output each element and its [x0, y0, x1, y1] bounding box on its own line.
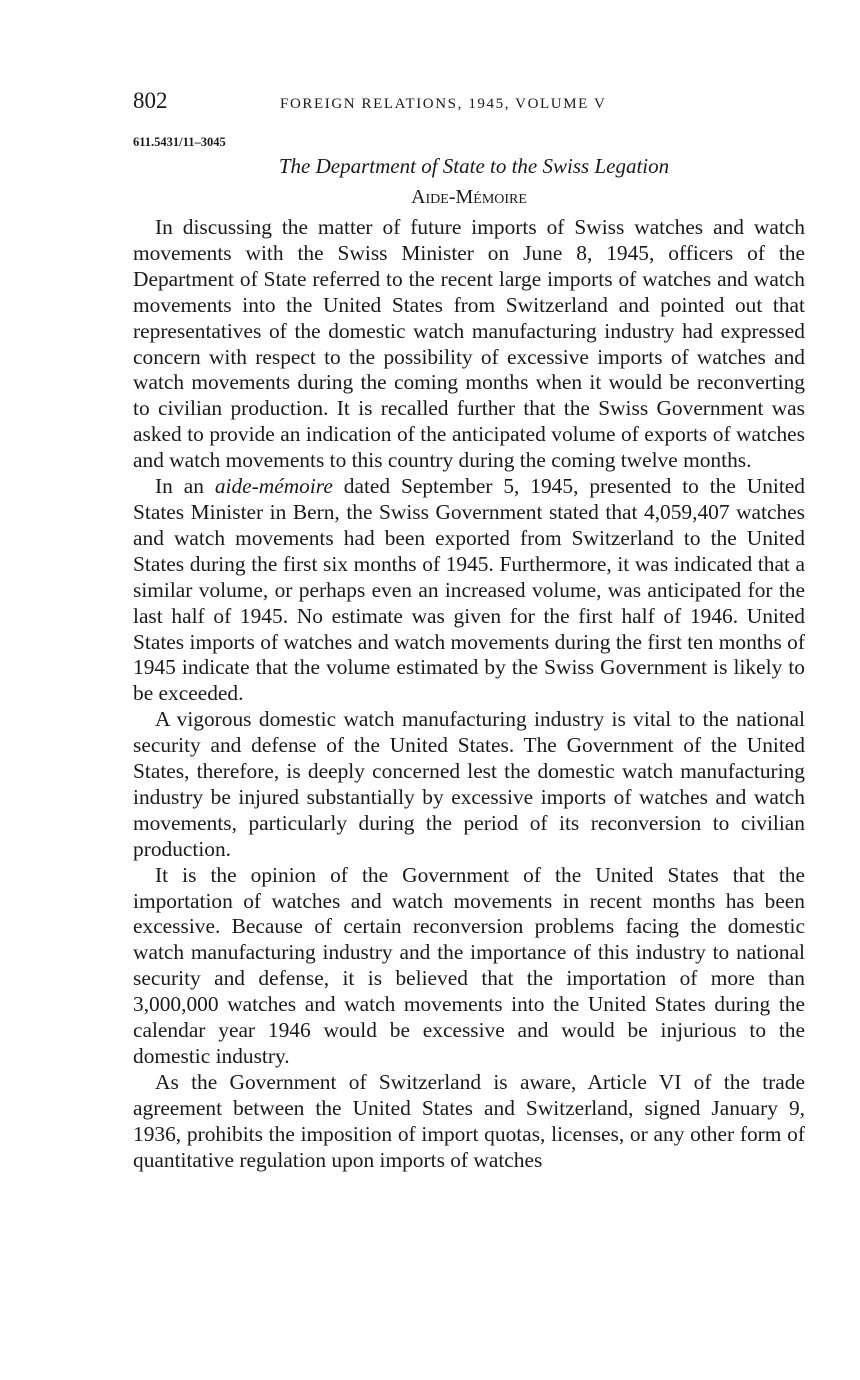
document-title: The Department of State to the Swiss Legation — [278, 154, 670, 178]
document-page — [133, 88, 805, 1174]
paragraph-3: A vigorous domestic watch manufacturing industry is vital to the national security and defense of the United States. The Government of the United States, therefore, is deeply concerned lest the domestic watch manufacturing industry be injured substantially by excessive imports of watches and watch movements, particularly during the period of its reconversion to civilian production. — [133, 707, 805, 861]
aide-memoire-italic: aide-mémoire — [214, 474, 333, 499]
file-number: 611.5431/11–3045 — [133, 135, 226, 149]
running-head: FOREIGN RELATIONS, 1945, VOLUME V — [280, 96, 607, 112]
paragraph-1: In discussing the matter of future imports of Swiss watches and watch movements with the Swiss Minister on June 8, 1945, officers of the Department of State referred to the recent large imports of watches and watch movements into the United States from Switzerland and pointed out that representatives of the domestic watch manufacturing industry had expressed concern with respect to the possibility of excessive imports of watches and watch movements during the coming months when it would be reconverting to civilian production. It is recalled further that the Swiss Government was asked to provide an indication of the anticipated volume of exports of watches and watch movements to this country during the coming twelve months. — [133, 215, 805, 473]
paragraph-4: It is the opinion of the Government of the United States that the importation of watches and watch movements in recent months has been excessive. Because of certain reconversion problems facing the domestic watch manufacturing industry and the importance of this industry to national security and defense, it is believed that the importation of more than 3,000,000 watches and watch movements into the United States during the calendar year 1946 would be excessive and would be injurious to the domestic industry. — [133, 862, 805, 1068]
paragraph-2-text: dated September 5, 1945, presented to the United States Minister in Bern, the Swiss Government stated that 4,059,407 watches and watch movements had been exported from Switzerland to the United States during the first six months of 1945. Furthermore, it was indicated that a similar volume, or perhaps even an increased volume, was anticipated for the last half of 1945. No estimate was given for the first half of 1946. United States imports of watches and watch movements during the first ten months of 1945 indicate that the volume estimated by the Swiss Government is likely to be exceeded. — [133, 474, 805, 706]
page-number: 802 — [133, 88, 168, 113]
paragraph-2-prefix: In an — [155, 474, 215, 499]
document-body — [133, 215, 805, 1174]
document-type: Aide-Mémoire — [411, 186, 527, 208]
paragraph-2-space — [333, 474, 344, 498]
page-header — [133, 88, 805, 120]
paragraph-5: As the Government of Switzerland is aware, Article VI of the trade agreement between the United States and Switzerland, signed January 9, 1936, prohibits the imposition of import quotas, licenses, or any other form of quantitative regulation upon imports of watches — [133, 1069, 805, 1172]
paragraph-2 — [133, 474, 805, 707]
